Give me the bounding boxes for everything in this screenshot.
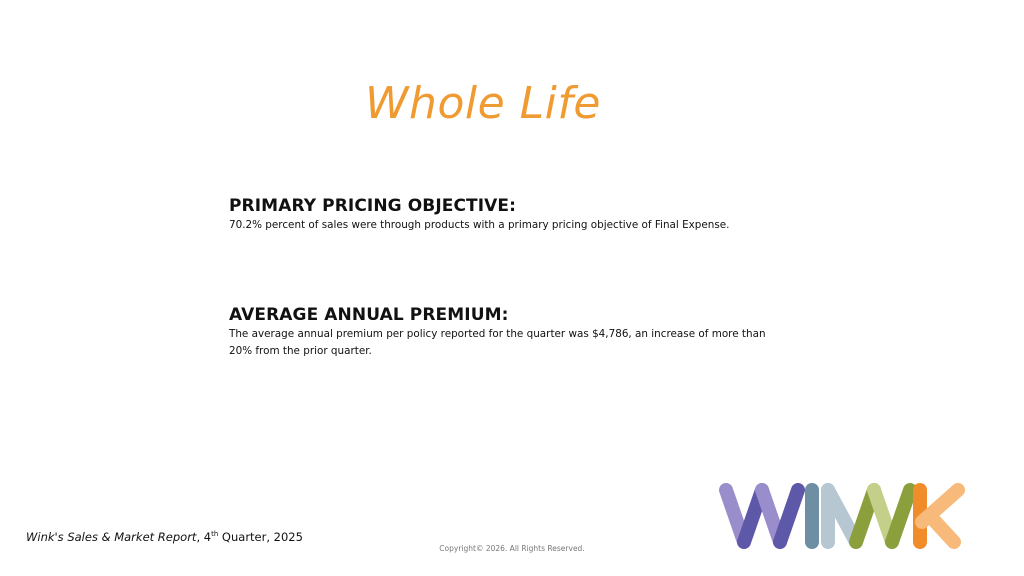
wink-logo-icon bbox=[716, 482, 968, 550]
quarter-number: 4 bbox=[203, 530, 212, 544]
section-heading: PRIMARY PRICING OBJECTIVE: bbox=[229, 196, 517, 216]
section-heading: AVERAGE ANNUAL PREMIUM: bbox=[229, 305, 509, 325]
report-separator: , bbox=[196, 530, 204, 544]
report-name: Wink's Sales & Market Report bbox=[26, 530, 197, 544]
section-average-annual-premium bbox=[229, 305, 809, 360]
quarter-rest: Quarter, 2025 bbox=[218, 530, 303, 544]
slide-title: Whole Life bbox=[365, 78, 601, 129]
section-primary-pricing-objective bbox=[229, 196, 809, 234]
section-body: 70.2% percent of sales were through products with a primary pricing objective of Final Expense. bbox=[229, 219, 730, 231]
quarter-suffix: th bbox=[211, 530, 219, 539]
section-body bbox=[229, 326, 809, 360]
logo-stroke bbox=[780, 490, 798, 542]
section-body-line: 20% from the prior quarter. bbox=[229, 345, 372, 357]
section-body-line: The average annual premium per policy reported for the quarter was $4,786, an increase of more than bbox=[229, 328, 766, 340]
copyright-text: Copyright© 2026. All Rights Reserved. bbox=[439, 544, 585, 553]
logo-stroke bbox=[892, 490, 910, 542]
footer-report-title bbox=[26, 530, 303, 544]
logo-stroke bbox=[930, 516, 954, 542]
